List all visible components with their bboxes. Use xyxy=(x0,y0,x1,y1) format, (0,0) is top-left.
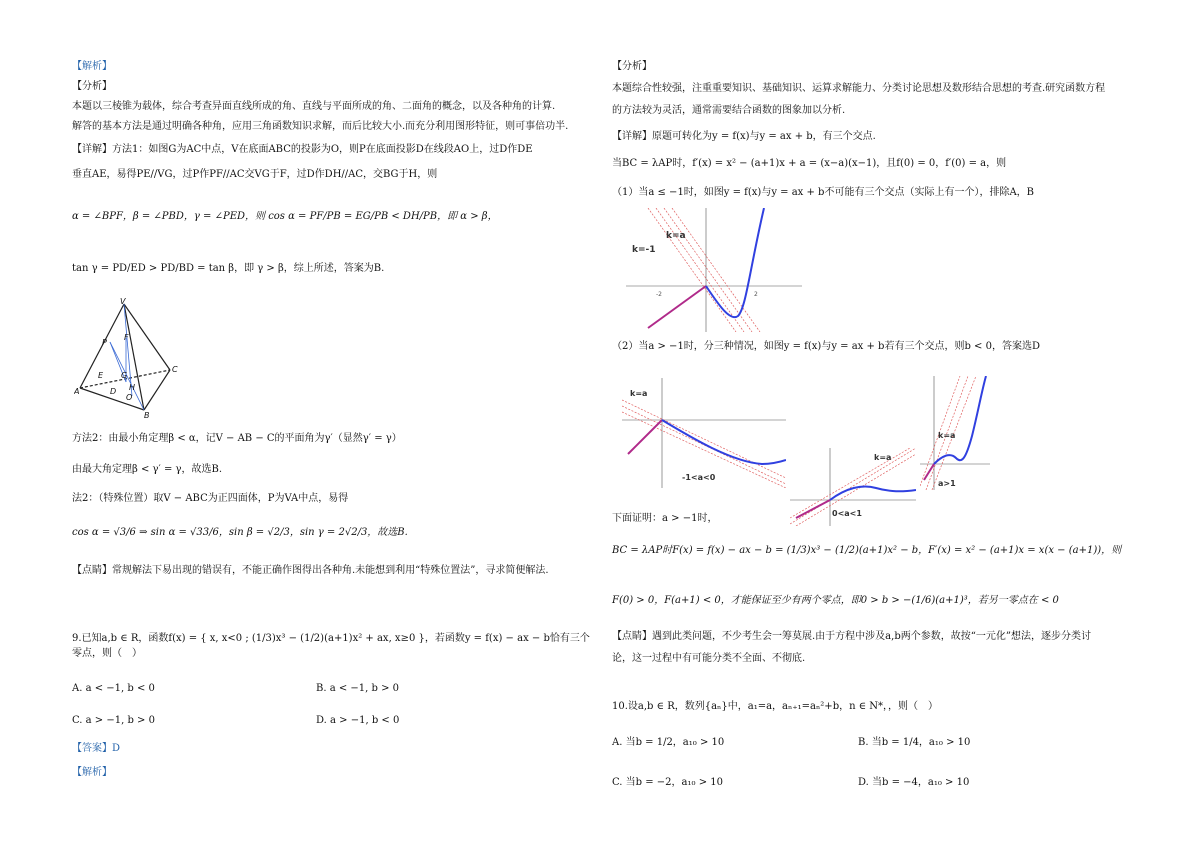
graph3-label-k-a: k=a xyxy=(874,453,892,462)
answer-text: 【答案】D xyxy=(72,743,121,754)
edge-vc xyxy=(124,304,170,370)
graph1-red-lines xyxy=(648,208,760,332)
case-1-text: （1）当a ≤ −1时，如图y = f(x)与y = ax + b不可能有三个交点（实际上有一个），排除A，B xyxy=(612,187,1035,198)
graph1-label-k-neg1: k=-1 xyxy=(632,245,656,255)
label-d: D xyxy=(110,387,117,396)
graph-case-1 xyxy=(626,208,802,332)
q10-option-b: B. 当b = 1/4，a₁₀ > 10 xyxy=(858,737,971,748)
proof-line-3: F(0) > 0，F(a+1) < 0，才能保证至少有两个零点，即0 > b > −(1/6)(a+1)³，若另一零点在 < 0 xyxy=(612,595,1059,606)
q9-option-d: D. a > −1, b < 0 xyxy=(316,715,400,726)
label-c: C xyxy=(172,365,178,374)
detail-line-4: tan γ = PD/ED > PD/BD = tan β，即 γ > β，综上所述，答案为B. xyxy=(72,263,385,274)
question-9-stem: 9.已知a,b ∈ R，函数f(x) = { x, x<0 ; (1/3)x³ − (1/2)(a+1)x² + ax, x≥0 }，若函数y = f(x) − ax − b恰有三个零点，则（ ） xyxy=(72,633,590,659)
q10-option-d: D. 当b = −4，a₁₀ > 10 xyxy=(858,777,970,788)
detail-line-2: 垂直AE，易得PE//VG，过P作PF//AC交VG于F，过D作DH//AC，交BG于H，则 xyxy=(72,169,438,180)
method2-line-2: 由最大角定理β < γ′ = γ，故选B. xyxy=(72,464,223,475)
method2-line-1: 方法2：由最小角定理β < α，记V − AB − C的平面角为γ′（显然γ′ = γ） xyxy=(72,433,402,444)
edge-bc xyxy=(144,370,170,410)
q10-option-c: C. 当b = −2，a₁₀ > 10 xyxy=(612,777,723,788)
graph1-tick-neg2: -2 xyxy=(656,291,662,298)
graph2-linear-part xyxy=(628,420,662,454)
fenxi-heading: 【分析】 xyxy=(72,81,112,92)
answer-line xyxy=(72,742,592,757)
label-e: E xyxy=(98,371,104,380)
jiexi-tag: 【解析】 xyxy=(72,61,112,72)
detail-line-1: 【详解】方法1：如图G为AC中点，V在底面ABC的投影为O，则P在底面投影D在线段AO上，过D作DE xyxy=(72,144,533,155)
graph1-tick-2: 2 xyxy=(754,291,758,298)
graph2-label-range: -1<a<0 xyxy=(682,473,716,482)
graph1-cubic-part xyxy=(706,208,764,317)
right-detail-line-1: 【详解】原题可转化为y = f(x)与y = ax + b，有三个交点. xyxy=(612,131,876,142)
dianjing-line: 【点睛】常规解法下易出现的错误有，不能正确作图得出各种角.未能想到利用“特殊位置法”，寻求简便解法. xyxy=(72,565,549,576)
label-b: B xyxy=(144,411,150,420)
graph3-cubic-part xyxy=(830,487,916,501)
label-v: V xyxy=(120,298,126,306)
proof-line-2: BC = λAP时F(x) = f(x) − ax − b = (1/3)x³ − (1/2)(a+1)x² − b，F′(x) = x² − (a+1)x = x(x − (a+1))，则 xyxy=(612,545,1122,556)
right-fenxi-paragraph-1: 本题综合性较强，注重重要知识、基础知识、运算求解能力、分类讨论思想及数形结合思想的考查.研究函数方程 xyxy=(612,83,1106,94)
right-fenxi-paragraph-2: 的方法较为灵活，通常需要结合函数的图象加以分析. xyxy=(612,105,846,116)
right-dianjing-line-1: 【点睛】遇到此类问题，不少考生会一筹莫展.由于方程中涉及a,b两个参数，故按“一元化”想法，逐步分类讨 xyxy=(612,631,1091,642)
label-a: A xyxy=(74,387,80,396)
graph4-cubic-part xyxy=(934,376,986,464)
tetrahedron-figure xyxy=(74,298,184,420)
graph1-label-k-a: k=a xyxy=(666,231,686,241)
label-g: G xyxy=(121,371,128,380)
method3-line-2: cos α = √3/6 ⇒ sin α = √33/6，sin β = √2/3，sin γ = 2√2/3，故选B. xyxy=(72,527,408,538)
graph4-label-range: a>1 xyxy=(938,479,956,488)
label-f: F xyxy=(124,333,129,342)
graph2-cubic-part xyxy=(662,420,786,464)
detail-line-3: α = ∠BPF，β = ∠PBD，γ = ∠PED，则 cos α = PF/PB = EG/PB < DH/PB，即 α > β， xyxy=(72,211,498,222)
proof-line-1: 下面证明：a > −1时， xyxy=(612,513,718,524)
q9-option-a: A. a < −1, b < 0 xyxy=(72,683,155,694)
q9-option-b: B. a < −1, b > 0 xyxy=(316,683,400,694)
right-dianjing-line-2: 论，这一过程中有可能分类不全面、不彻底. xyxy=(612,653,806,664)
graph3-label-range: 0<a<1 xyxy=(832,509,862,518)
analysis-paragraph-2: 解答的基本方法是通过明确各种角，应用三角函数知识求解，而后比较大小.而充分利用图形特征，则可事倍功半. xyxy=(72,121,569,132)
graph-case-2a xyxy=(622,378,786,488)
method3-line-1: 法2：（特殊位置）取V − ABC为正四面体，P为VA中点，易得 xyxy=(72,493,349,504)
graph4-label-k-a: k=a xyxy=(938,431,956,440)
analysis-paragraph-1: 本题以三棱锥为载体，综合考查异面直线所成的角、直线与平面所成的角、二面角的概念，以及各种角的计算. xyxy=(72,101,556,112)
q9-option-c: C. a > −1, b > 0 xyxy=(72,715,155,726)
label-p: P xyxy=(102,338,107,347)
label-o: O xyxy=(126,393,133,402)
graph2-label-k-a: k=a xyxy=(630,389,648,398)
jiexi-tag-2: 【解析】 xyxy=(72,767,112,778)
q10-option-a: A. 当b = 1/2，a₁₀ > 10 xyxy=(612,737,725,748)
right-detail-line-2: 当BC = λAP时，f′(x) = x² − (a+1)x + a = (x−a)(x−1)，且f(0) = 0，f′(0) = a，则 xyxy=(612,158,1007,169)
question-10-stem: 10.设a,b ∈ R，数列{aₙ}中，a₁=a，aₙ₊₁=aₙ²+b，n ∈ N*，，则（ ） xyxy=(612,701,939,712)
right-fenxi-heading: 【分析】 xyxy=(612,61,652,72)
label-h: H xyxy=(129,383,136,392)
case-2-text: （2）当a > −1时，分三种情况，如图y = f(x)与y = ax + b若有三个交点，则b < 0，答案选D xyxy=(612,341,1040,352)
graph-case-2c xyxy=(920,376,990,490)
